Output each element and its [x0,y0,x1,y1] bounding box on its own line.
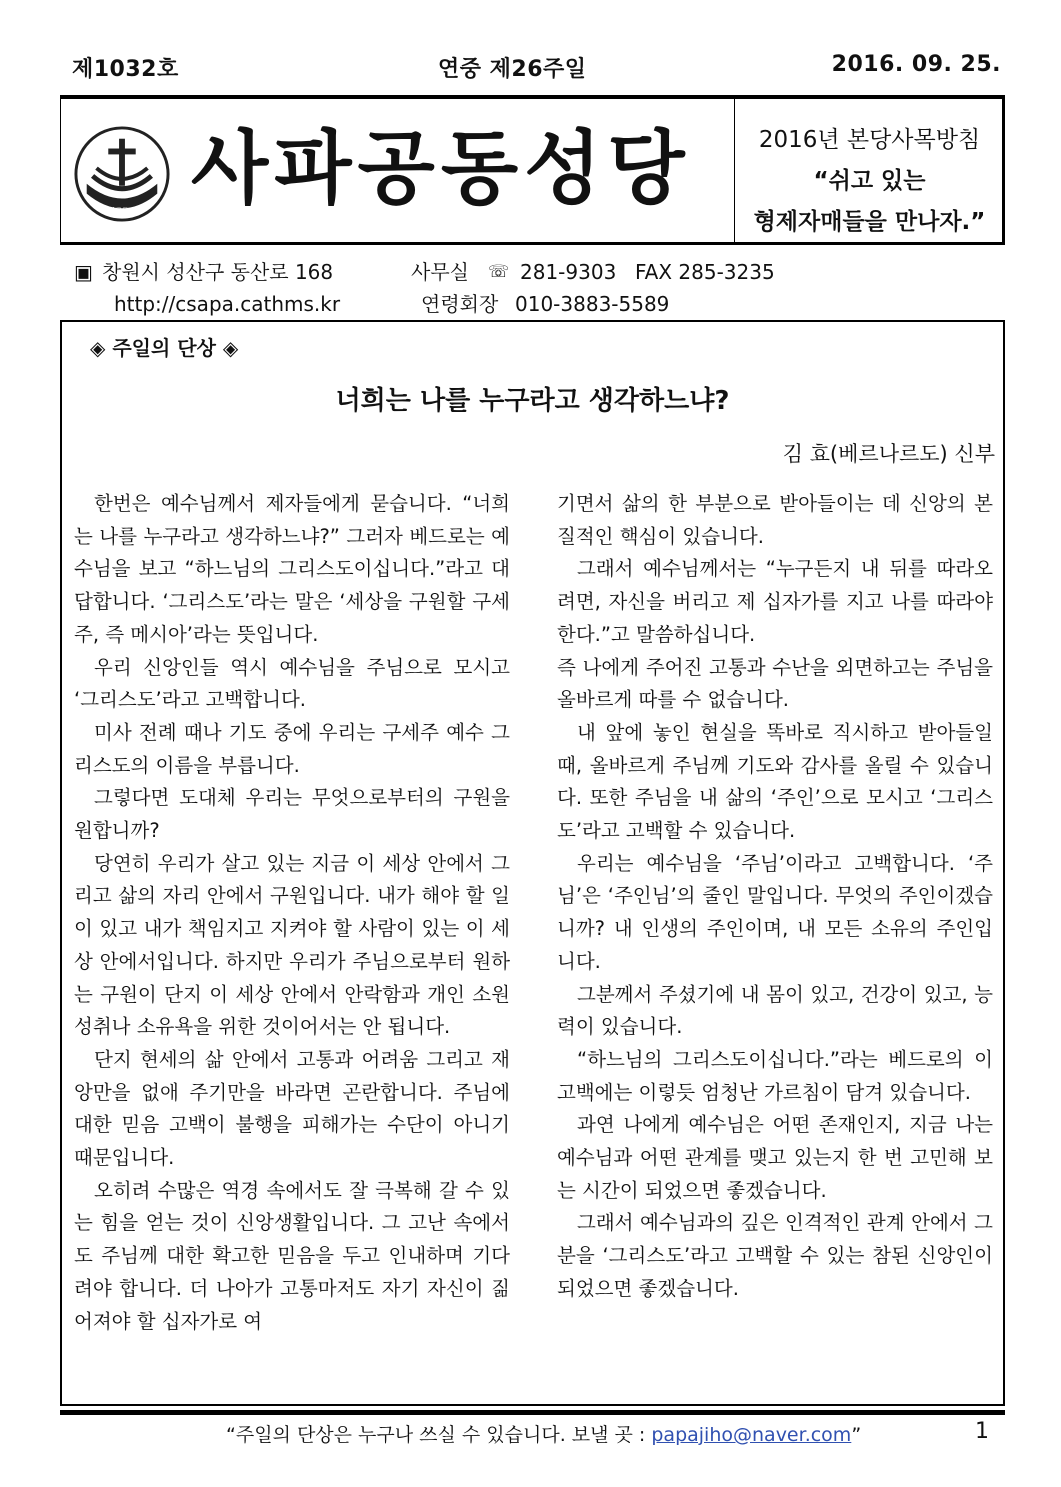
masthead [60,95,1005,245]
parish-title: 사파공동성당 [191,122,691,215]
motto-line: “쉬고 있는 [813,168,926,194]
footer-note [226,1420,861,1447]
issue-number: 제1032호 [72,57,179,82]
pastoral-motto [734,99,1004,242]
phone-icon: ☏ [488,262,510,282]
motto-line: 형제자매들을 만나자.” [753,209,986,235]
footer-text: “주일의 단상은 누구나 쓰실 수 있습니다. 보낼 곳 : [226,1424,652,1446]
sunday-reflection-article [60,320,1005,1406]
square-bullet-icon: ▣ [74,260,93,284]
emblem-caption: 사파공동성당 [102,207,142,216]
paragraph: 오히려 수많은 역경 속에서도 잘 극복해 갈 수 있는 힘을 얻는 것이 신앙생활입니다. 그 고난 속에서도 주님께 대한 확고한 믿음을 두고 인내하며 기다려야 합니다. 더 나아가 고통마저도 자기 자신이 짊어져야 할 십자가로 여 [74,1178,510,1333]
issue-header [72,52,1001,92]
website-link[interactable]: http://csapa.cathms.kr [114,292,341,316]
paragraph: 단지 현세의 삶 안에서 고통과 어려움 그리고 재앙만을 없애 주기만을 바라면 곤란합니다. 주님에 대한 믿음 고백이 불행을 피해가는 수단이 아니기 때문입니다. [74,1047,510,1170]
paragraph: 당연히 우리가 살고 있는 지금 이 세상 안에서 그리고 삶의 자리 안에서 구원입니다. 내가 해야 할 일이 있고 내가 책임지고 지켜야 할 사람이 있는 이 세상 안에서입니다. 하지만 우리가 주님으로부터 원하는 구원이 단지 이 세상 안에서 안락함과 개인 소원성취나 소유욕을 위한 것이어서는 안 됩니다. [74,851,510,1039]
article-author: 김 효(베르나르도) 신부 [782,442,995,466]
liturgical-season: 연중 제26주일 [438,57,587,82]
article-column-right [557,488,993,1306]
contact-email-link[interactable]: papajiho@naver.com [651,1424,852,1446]
paragraph: 그분께서 주셨기에 내 몸이 있고, 건강이 있고, 능력이 있습니다. [557,982,993,1039]
bottom-divider [60,1410,1005,1415]
address: 창원시 성산구 동산로 168 [102,260,334,284]
paragraph: 한번은 예수님께서 제자들에게 묻습니다. “너희는 나를 누구라고 생각하느냐?” 그러자 베드로는 예수님을 보고 “하느님의 그리스도이십니다.”라고 대답합니다. ‘그리스도’라는 말은 ‘세상을 구원할 구세주, 즉 메시아’라는 뜻입니다. [74,492,510,646]
paragraph: 즉 나에게 주어진 고통과 수난을 외면하고는 주님을 올바르게 따를 수 없습니다. [557,655,993,712]
paragraph: 과연 나에게 예수님은 어떤 존재인지, 지금 나는 예수님과 어떤 관계를 맺고 있는지 한 번 고민해 보는 시간이 되었으면 좋겠습니다. [557,1113,993,1202]
president-label: 연령회장 [421,292,499,316]
paragraph: 우리 신앙인들 역시 예수님을 주님으로 모시고 ‘그리스도’라고 고백합니다. [74,655,510,712]
paragraph: “하느님의 그리스도이십니다.”라는 베드로의 이 고백에는 이렇듯 엄청난 가르침이 담겨 있습니다. [557,1047,993,1104]
fax-number: FAX 285-3235 [635,260,775,284]
section-label: ◈ 주일의 단상 ◈ [90,336,239,360]
paragraph: 그래서 예수님께서는 “누구든지 내 뒤를 따라오려면, 자신을 버리고 제 십자가를 지고 나를 따라야 한다.”고 말씀하십니다. [557,557,993,646]
paragraph: 기면서 삶의 한 부분으로 받아들이는 데 신앙의 본질적인 핵심이 있습니다. [557,492,993,548]
paragraph: 그래서 예수님과의 깊은 인격적인 관계 안에서 그분을 ‘그리스도’라고 고백할 수 있는 참된 신앙인이 되었으면 좋겠습니다. [557,1211,993,1300]
article-title: 너희는 나를 누구라고 생각하느냐? [335,386,730,416]
office-phone: 281-9303 [520,260,617,284]
page-number: 1 [975,1419,989,1444]
paragraph: 우리는 예수님을 ‘주님’이라고 고백합니다. ‘주님’은 ‘주인님’의 줄인 말입니다. 무엇의 주인이겠습니까? 내 인생의 주인이며, 내 모든 소유의 주인입니다. [557,851,993,973]
church-emblem-icon [73,125,171,223]
paragraph: 내 앞에 놓인 현실을 똑바로 직시하고 받아들일 때, 올바르게 주님께 기도와 감사를 올릴 수 있습니다. 또한 주님을 내 삶의 ‘주인’으로 모시고 ‘그리스도’라고 고백할 수 있습니다. [557,720,993,843]
article-column-left [74,488,510,1338]
paragraph: 그렇다면 도대체 우리는 무엇으로부터의 구원을 원합니까? [74,786,510,843]
masthead-logo-area [61,99,734,242]
motto-heading: 2016년 본당사목방침 [758,127,981,153]
paragraph: 미사 전례 때나 기도 중에 우리는 구세주 예수 그리스도의 이름을 부릅니다. [74,720,510,777]
office-label: 사무실 [411,260,469,284]
issue-date: 2016. 09. 25. [831,52,1001,77]
president-phone: 010-3883-5589 [515,292,670,316]
footer-quote-close: ” [851,1424,862,1446]
